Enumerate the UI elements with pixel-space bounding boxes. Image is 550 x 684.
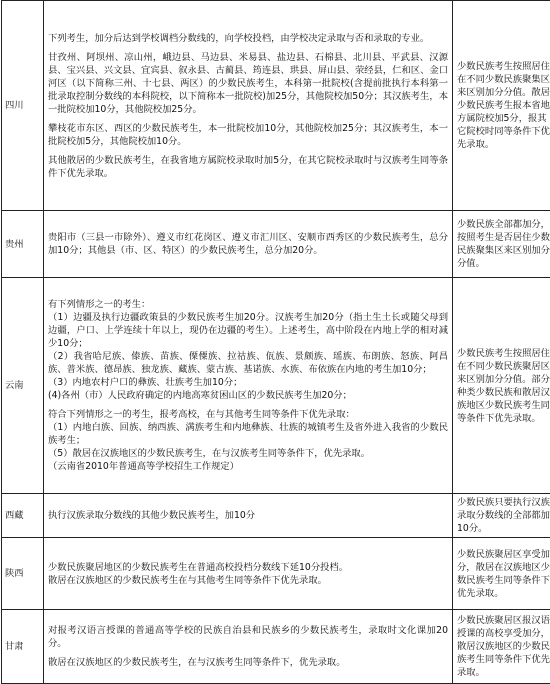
province-cell: 西藏 xyxy=(2,494,44,538)
province-cell: 甘肃 xyxy=(2,610,44,684)
policy-cell xyxy=(44,494,453,538)
summary-cell: 少数民族聚居区报汉语授课的高校享受加分，散居汉族地区的少数民族考生同等条件下优先录取。 xyxy=(453,610,550,684)
policy-cell xyxy=(44,278,453,494)
table-row xyxy=(2,211,550,278)
table-row xyxy=(2,610,550,684)
policy-paragraph: 贵阳市（三县一市除外）、遵义市红花岗区、遵义市汇川区、安顺市西秀区的少数民族考生，总分加10分；其他县（市、区、特区）的少数民族考生，总分加20分。 xyxy=(48,231,448,257)
table-row xyxy=(2,1,550,211)
policy-paragraph: 散居在汉族地区的少数民族考生，在与汉族考生同等条件下，优先录取。 xyxy=(48,656,448,669)
policy-paragraph: 甘孜州、阿坝州、凉山州，峨边县、马边县、米易县、盐边县、石棉县、北川县、平武县、汉源县、宝兴县、兴文县、宜宾县、叙永县、古蔺县、筠连县、珙县、屏山县、荥经县，仁和区、金口河区（以下简称三州、十七县、两区）的少数民族考生，本科第一批院校(含提前批执行本科第一批录取控制分数线的本科院校，以下简称本一批院校)加25分，其他院校加50分；其汉族考生，本一批院校加10分，其他院校加25分。 xyxy=(48,51,448,116)
table-row xyxy=(2,494,550,538)
summary-cell: 少数民族考生按照居住在不同少数民族聚集区来区别加分分值。散居少数民族考生报本省地方属院校加5分，报其它院校时同等条件下优先录取。 xyxy=(453,1,550,211)
policy-paragraph: 少数民族聚居地区的少数民族考生在普通高校投档分数线下延10分投档。 散居在汉族地区的少数民族考生在与其他考生同等条件下优先录取。 xyxy=(48,561,448,587)
policy-paragraph: 符合下列情形之一的考生，报考高校，在与其他考生同等条件下优先录取： （1）内地白族、回族、纳西族、满族考生和内地彝族、壮族的城镇考生及省外进入我省的少数民族考生； （5）散居在汉族地区的少数民族考生，在与汉族考生同等条件下，优先录取。 （云南省2010年普通高等学校招生工作规定） xyxy=(48,408,448,473)
summary-cell: 少数民族只要执行汉族录取分数线的全部都加10分。 xyxy=(453,494,550,538)
policy-cell xyxy=(44,1,453,211)
policy-paragraph: 对报考汉语言授课的普通高等学校的民族自治县和民族乡的少数民族考生，录取时文化课加20分。 xyxy=(48,624,448,650)
policy-paragraph: 攀枝花市东区、西区的少数民族考生，本一批院校加10分，其他院校加25分；其汉族考生，本一批院校加5分，其他院校加10分。 xyxy=(48,122,448,148)
policy-table xyxy=(1,0,550,684)
table-row xyxy=(2,278,550,494)
summary-cell: 少数民族全部都加分，按照考生是否居住少数民族聚集区来区别加分分值。 xyxy=(453,211,550,278)
summary-cell: 少数民族聚居区享受加分，散居在汉族地区少数民族考生同等条件下优先录取。 xyxy=(453,538,550,610)
province-cell: 陕西 xyxy=(2,538,44,610)
table-row xyxy=(2,538,550,610)
summary-cell: 少数民族考生按照居住在不同少数民族聚居区来区别加分分值。部分种类少数民族和散居汉族地区少数民族考生同等条件下优先录取。 xyxy=(453,278,550,494)
policy-cell xyxy=(44,211,453,278)
policy-cell xyxy=(44,538,453,610)
province-cell: 云南 xyxy=(2,278,44,494)
policy-paragraph: 执行汉族录取分数线的其他少数民族考生，加10分 xyxy=(48,509,448,522)
policy-paragraph: 下列考生，加分后达到学校调档分数线的，向学校投档，由学校决定录取与否和录取的专业。 xyxy=(48,32,448,45)
province-cell: 贵州 xyxy=(2,211,44,278)
policy-paragraph: 其他散居的少数民族考生，在我省地方属院校录取时加5分，在其它院校录取时与汉族考生同等条件下优先录取。 xyxy=(48,154,448,180)
policy-cell xyxy=(44,610,453,684)
province-cell: 四川 xyxy=(2,1,44,211)
policy-paragraph: 有下列情形之一的考生： （1）边疆及执行边疆政策县的少数民族考生加20分。汉族考生加20分（指土生土长或随父母到边疆，户口、上学连续十年以上，现仍在边疆的考生）。上述考生，高中阶段在内地上学的相对减少10分； （2）我省哈尼族、傣族、苗族、傈僳族、拉祜族、佤族、景颇族、瑶族、布朗族、怒族、阿昌族、普米族、德昂族、独龙族、藏族、蒙古族、基诺族、水族、布依族在内地的考生加10分； （3）内地农村户口的彝族、壮族考生加10分； (4)各州（市）人民政府确定的内地高寒贫困山区的少数民族考生加20分； xyxy=(48,298,448,402)
